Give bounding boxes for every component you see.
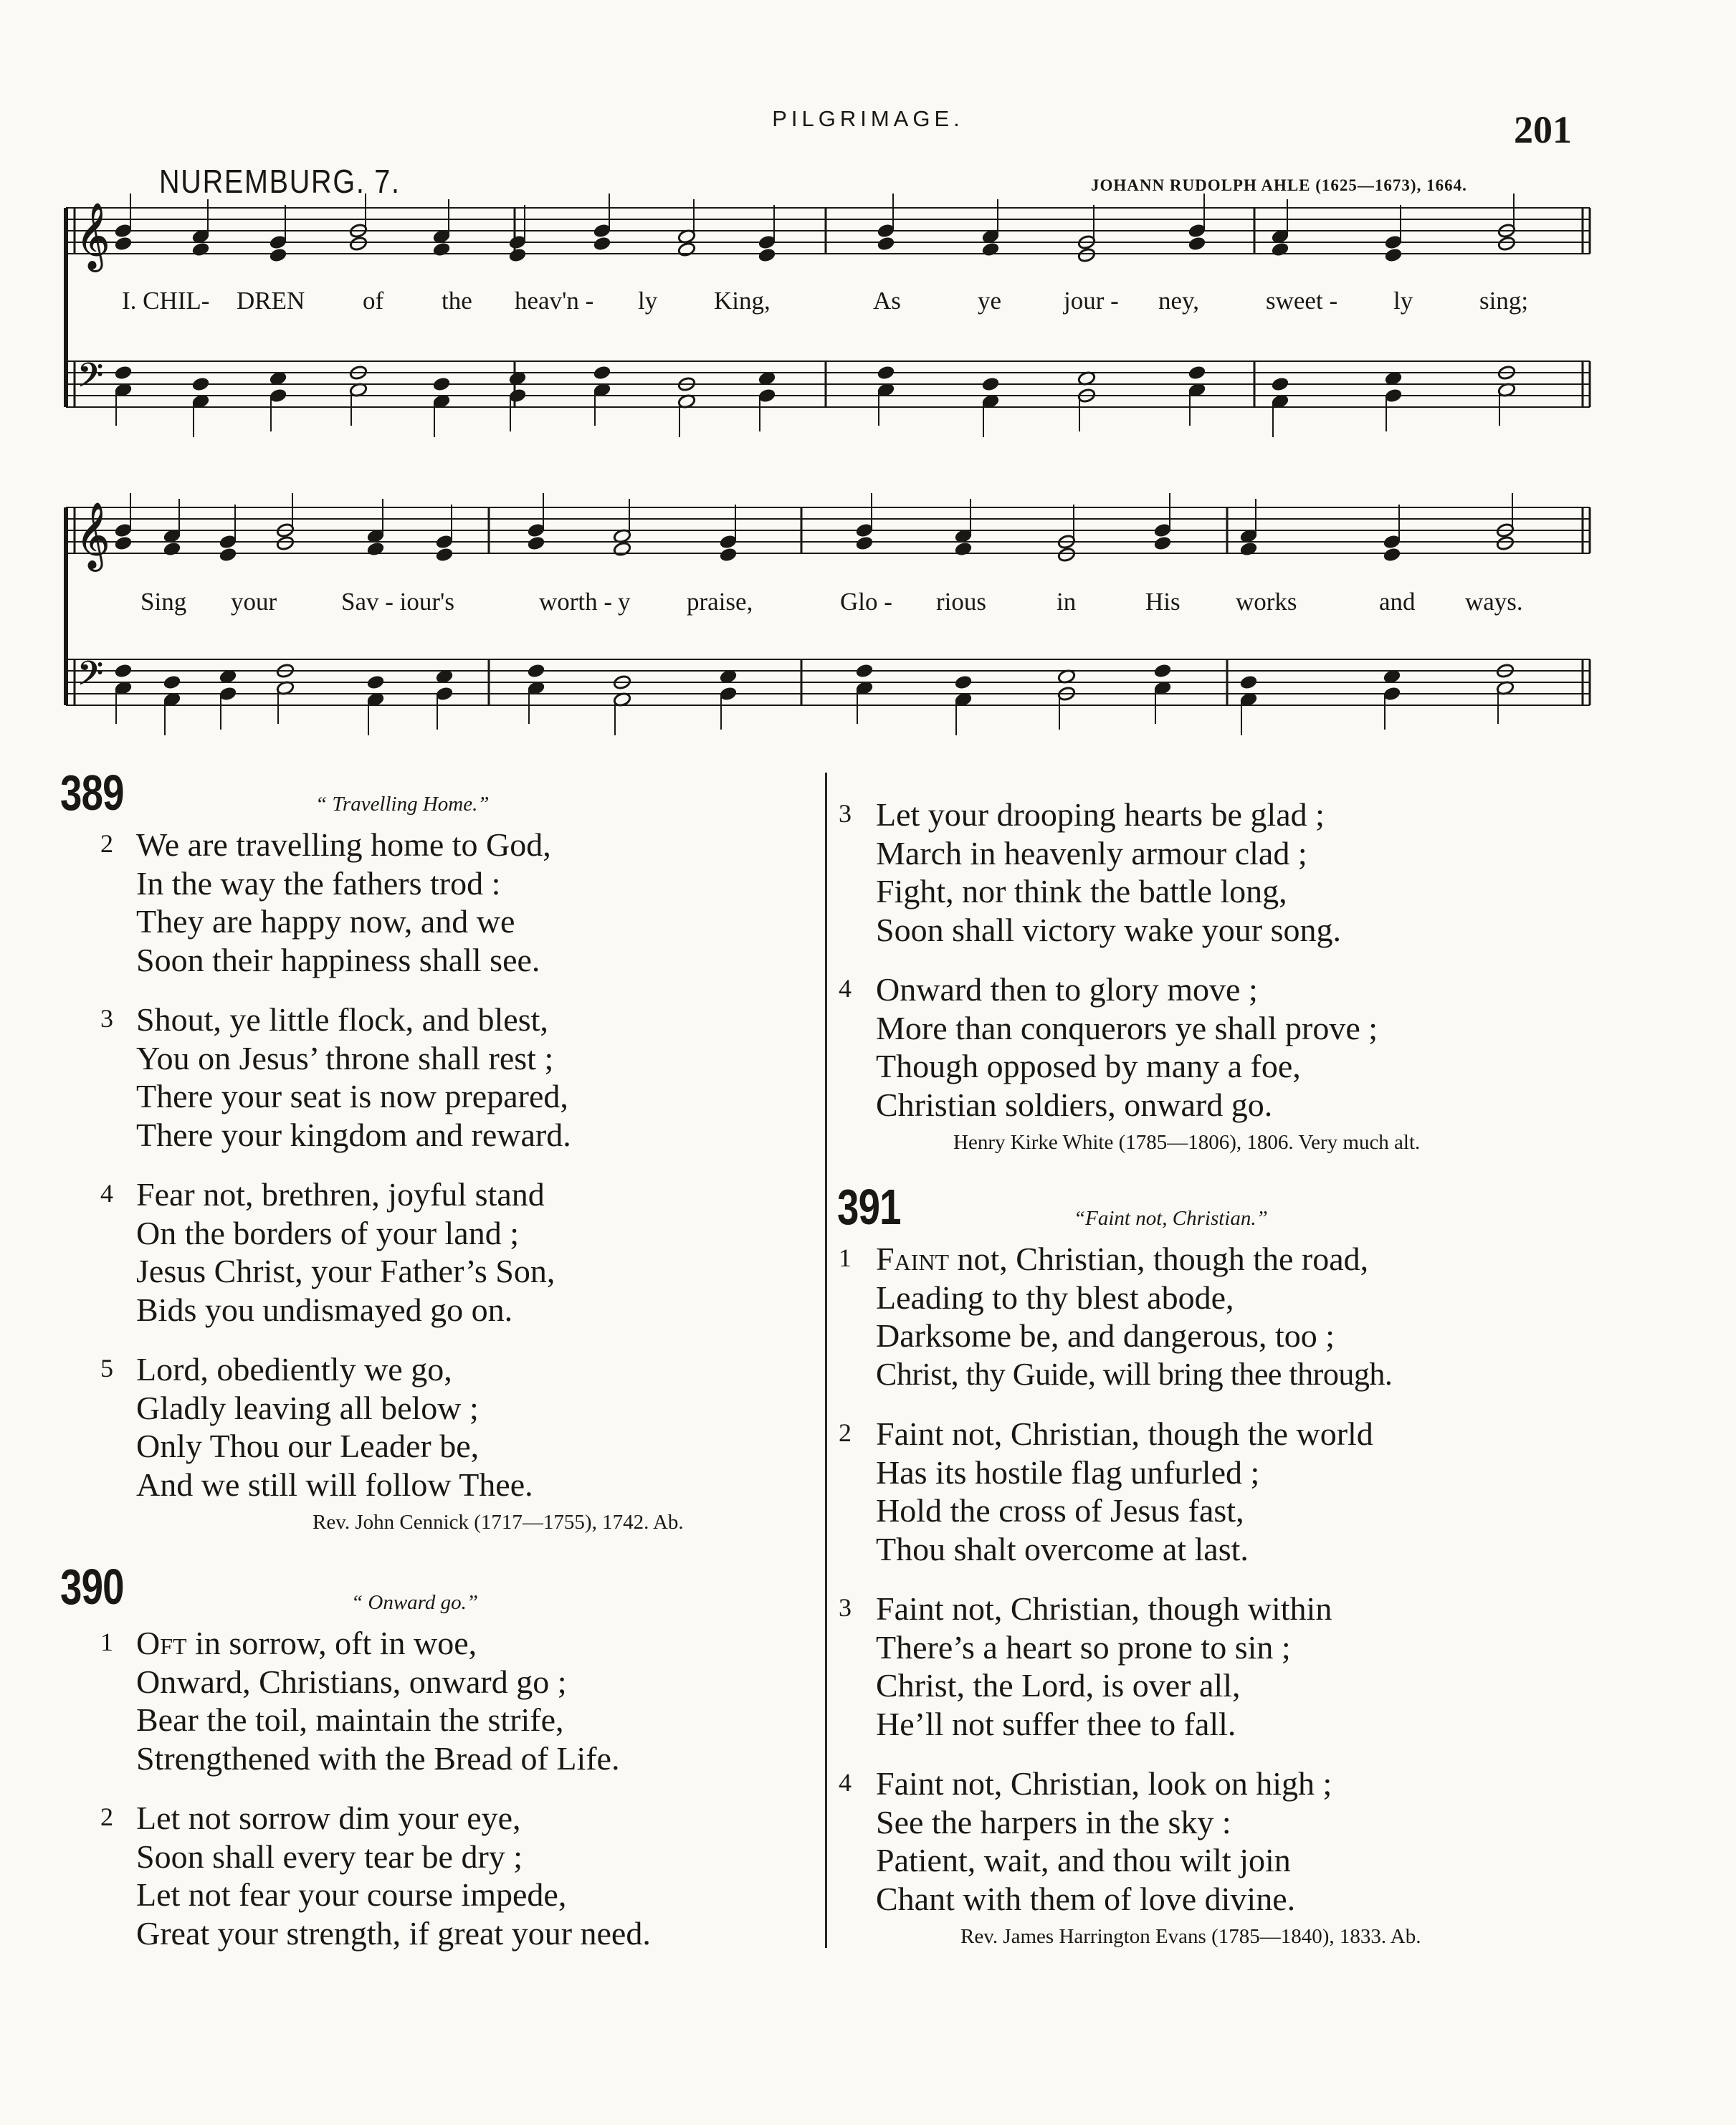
note-head [1188,236,1206,252]
note-head [1153,535,1172,551]
verse-line: Gladly leaving all below ; [136,1389,479,1426]
verse-line: Bear the toil, maintain the strife, [136,1701,564,1738]
note-head [269,247,287,263]
note-head [1077,247,1096,263]
note-head [163,674,181,690]
note-head [1239,674,1258,690]
verse-line: March in heavenly armour clad ; [876,834,1307,872]
stanza [100,1799,817,1952]
note-head [432,242,451,257]
hymn-attribution: Henry Kirke White (1785—1806), 1806. Very much alt. [953,1131,1421,1154]
verse-line: There your kingdom and reward. [136,1116,571,1153]
verse-line: There your seat is now prepared, [136,1078,568,1114]
stanza [839,970,1713,1124]
verse-line: Onward, Christians, onward go ; [136,1663,567,1700]
verse-line: See the harpers in the sky : [876,1803,1231,1840]
note-head [1384,247,1403,263]
verse-line: In the way the fathers trod : [136,864,501,902]
bass-clef-icon: 𝄢 [77,356,104,403]
verse-line: Bids you undismayed go on. [136,1291,513,1328]
verse-line: Fear not, brethren, joyful stand [136,1176,545,1213]
first-word: Oft [136,1625,187,1661]
note-head [1153,663,1172,679]
lyric-syllable: ly [1393,287,1413,315]
stanza-number: 4 [839,974,852,1003]
first-word: Faint [876,1241,950,1277]
verse-line: You on Jesus’ throne shall rest ; [136,1039,554,1076]
verse-line: Shout, ye little flock, and blest, [136,1001,548,1038]
verse-line: Onward then to glory move ; [876,971,1258,1008]
verse-line: We are travelling home to God, [136,826,551,863]
note-head [855,663,874,679]
lyric-syllable: I. CHIL- [122,287,210,315]
stanza [100,1624,817,1777]
verse-line: And we still will follow Thee. [136,1466,533,1503]
hymn-title: “ Onward go.” [351,1591,479,1614]
note-head [954,674,973,690]
verse-line: They are happy now, and we [136,903,515,940]
stanza [839,1765,1720,1918]
note-head [366,541,385,557]
verse-line: Patient, wait, and thou wilt join [876,1842,1291,1878]
stanza-number: 2 [100,1802,113,1831]
note-head [981,376,1000,392]
lyric-syllable: rious [936,588,986,616]
note-head [1497,236,1516,252]
note-head [219,547,237,563]
stanza-number: 1 [839,1243,852,1272]
page-number: 201 [1514,108,1572,151]
lyric-syllable: sing; [1479,287,1529,315]
verse-line: Chant with them of love divine. [876,1880,1296,1917]
lyric-syllable: ney, [1158,287,1200,315]
lyric-syllable: y [618,588,631,616]
stanza-number: 3 [839,1593,852,1622]
note-head [114,663,133,679]
column-divider [825,773,827,1948]
verse-line: Let not fear your course impede, [136,1876,567,1913]
stanza [839,1240,1720,1393]
note-head [1057,547,1076,563]
lyric-syllable: worth - [539,588,613,616]
note-head [1239,541,1258,557]
lyric-syllable: the [442,287,472,315]
stanza [100,1175,817,1329]
verse-line: Let your drooping hearts be glad ; [876,796,1325,833]
lyric-syllable: sweet - [1266,287,1338,315]
stanza [839,796,1713,949]
verse-line: Fight, nor think the battle long, [876,873,1287,909]
lyric-syllable: heav'n - [515,287,594,315]
verse-line: Christ, the Lord, is over all, [876,1667,1241,1704]
tune-name: NUREMBURG. 7. [159,163,401,200]
lyric-syllable: Sing [140,588,187,616]
lyric-syllable: As [873,287,901,315]
hymn-attribution: Rev. James Harrington Evans (1785—1840), 1833. Ab. [960,1925,1421,1948]
note-head [114,236,133,252]
verse-line: Christian soldiers, onward go. [876,1086,1273,1123]
lyric-syllable: ye [978,287,1002,315]
verse-line: Hold the cross of Jesus fast, [876,1492,1244,1529]
note-head [276,535,295,551]
verse-line: Though opposed by many a foe, [876,1048,1301,1084]
stanza-number: 2 [839,1418,852,1447]
lyric-syllable: His [1145,588,1181,616]
note-head [1188,365,1206,381]
stanza [839,1590,1720,1743]
running-head: PILGRIMAGE. [772,106,964,131]
lyric-line-1 [0,287,1736,323]
verse-line: Faint not, Christian, though within [876,1590,1332,1627]
note-head [1271,242,1289,257]
verse-line: Has its hostile flag unfurled ; [876,1453,1260,1491]
stanza-number: 1 [100,1628,113,1656]
verse-line-rest: in sorrow, oft in woe, [186,1625,477,1661]
note-head [508,247,527,263]
lyric-syllable: Sav - iour's [341,588,454,616]
note-head [1383,547,1401,563]
hymn-number: 391 [837,1179,901,1235]
note-head [877,236,895,252]
hymn-number: 390 [60,1559,124,1615]
composer-credit: JOHANN RUDOLPH AHLE (1625—1673), 1664. [1091,176,1467,194]
note-head [432,376,451,392]
lyric-syllable: your [231,588,277,616]
note-head [855,535,874,551]
stanza-number: 5 [100,1354,113,1383]
verse-line: Soon shall every tear be dry ; [136,1838,523,1875]
treble-clef-icon: 𝄞 [76,202,110,269]
lyric-syllable: jour - [1064,287,1119,315]
lyric-syllable: in [1057,588,1077,616]
verse-line: Only Thou our Leader be, [136,1428,480,1464]
verse-line: More than conquerors ye shall prove ; [876,1009,1378,1046]
stanza-number: 4 [100,1179,113,1208]
verse-line: Darksome be, and dangerous, too ; [876,1317,1335,1354]
stanza-number: 4 [839,1768,852,1797]
note-head [877,365,895,381]
stanza [100,826,817,979]
bass-clef-icon: 𝄢 [77,654,104,701]
note-head [1496,535,1515,551]
verse-line: Faint not, Christian, look on high ; [876,1765,1332,1802]
lyric-syllable: ways. [1465,588,1523,616]
verse-line: Leading to thy blest abode, [876,1279,1234,1316]
note-head [191,242,210,257]
lyric-syllable: Glo - [840,588,892,616]
stanza [839,1415,1720,1568]
note-head [163,541,181,557]
verse-line-rest: not, Christian, though the road, [949,1241,1369,1277]
hymn-attribution: Rev. John Cennick (1717—1755), 1742. Ab. [313,1511,684,1534]
hymn-title: “Faint not, Christian.” [1074,1207,1268,1230]
verse-line: Let not sorrow dim your eye, [136,1800,521,1836]
note-head [114,365,133,381]
verse-line: There’s a heart so prone to sin ; [876,1628,1291,1666]
verse-line [876,1240,1720,1279]
verse-line: Jesus Christ, your Father’s Son, [136,1253,555,1289]
hymn-title: “ Travelling Home.” [315,793,490,816]
stanza-number: 2 [100,829,113,858]
verse-line: Great your strength, if great your need. [136,1914,651,1952]
note-head [758,247,776,263]
hymn-number: 389 [60,765,124,821]
note-head [527,663,545,679]
verse-line: Strengthened with the Bread of Life. [136,1739,620,1777]
verse-line: Christ, thy Guide, will bring thee through. [876,1356,1393,1392]
verse-line: Soon their happiness shall see. [136,941,540,978]
lyric-line-2 [0,588,1736,624]
note-head [593,365,611,381]
note-head [593,236,611,252]
verse-line: He’ll not suffer thee to fall. [876,1705,1236,1742]
note-head [191,376,210,392]
note-head [527,535,545,551]
stanza-number: 3 [839,799,852,828]
stanza-number: 3 [100,1004,113,1033]
note-head [954,541,973,557]
note-head [114,535,133,551]
lyric-syllable: praise, [687,588,753,616]
note-head [1271,376,1289,392]
lyric-syllable: of [363,287,384,315]
lyric-syllable: ly [638,287,658,315]
lyric-syllable: works [1236,588,1297,616]
verse-line: Lord, obediently we go, [136,1351,452,1388]
note-head [719,547,738,563]
verse-line: Faint not, Christian, though the world [876,1415,1373,1452]
lyric-syllable: and [1379,588,1416,616]
verse-line: On the borders of your land ; [136,1214,519,1251]
lyric-syllable: DREN [237,287,305,315]
treble-clef-icon: 𝄞 [76,502,110,568]
note-head [366,674,385,690]
verse-line: Soon shall victory wake your song. [876,911,1342,948]
note-head [613,541,631,557]
note-head [435,547,454,563]
verse-line: Thou shalt overcome at last. [876,1530,1249,1567]
verse-line [136,1624,817,1663]
note-head [981,242,1000,257]
note-head [677,242,696,257]
lyric-syllable: King, [714,287,771,315]
note-head [349,236,368,252]
stanza [100,1001,817,1154]
stanza [100,1350,817,1504]
